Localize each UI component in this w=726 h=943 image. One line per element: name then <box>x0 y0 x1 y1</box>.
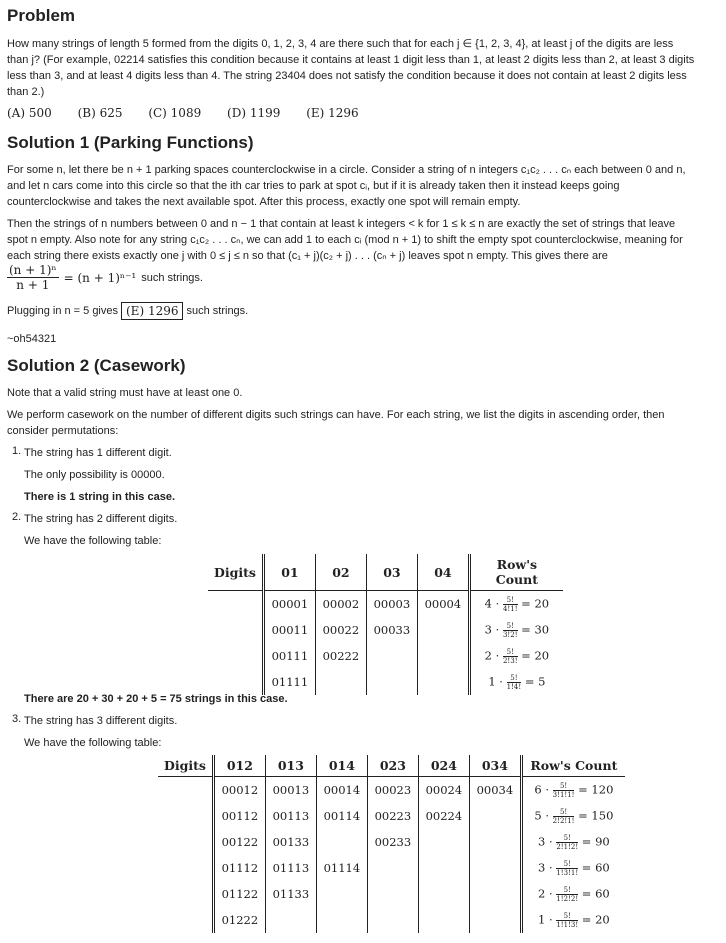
table-cell <box>316 881 367 907</box>
table-cell: 01112 <box>213 855 265 881</box>
table-cell: 00233 <box>367 829 418 855</box>
count-fraction <box>503 622 518 639</box>
case2-header-row <box>208 554 563 591</box>
plugging-pre: Plugging in n = 5 gives <box>7 305 118 317</box>
case2-header: 03 <box>366 554 417 591</box>
row-count <box>469 643 563 669</box>
row-count <box>521 803 625 829</box>
case2-header: Digits <box>208 554 263 591</box>
fraction-num: 5! <box>556 912 578 921</box>
table-cell <box>469 803 521 829</box>
row-count <box>521 881 625 907</box>
table-cell: 00022 <box>315 617 366 643</box>
count-fraction <box>556 886 578 903</box>
fraction-num: 5! <box>556 834 578 843</box>
case3-header: 024 <box>418 755 469 777</box>
plugging-line <box>7 302 248 320</box>
case1-title: The string has 1 different digit. <box>24 447 172 459</box>
case2-title: The string has 2 different digits. <box>24 513 178 525</box>
case3-number: 3. <box>12 713 22 725</box>
case3-header: 012 <box>213 755 265 777</box>
case3-header: Row's Count <box>521 755 625 777</box>
table-cell: 00224 <box>418 803 469 829</box>
row-count <box>469 617 563 643</box>
case3-header: 014 <box>316 755 367 777</box>
plugging-post: such strings. <box>186 305 249 317</box>
formula-fraction <box>7 263 203 292</box>
solution2-heading: Solution 2 (Casework) <box>7 356 186 375</box>
count-fraction <box>556 912 578 929</box>
fraction-den: 2!3! <box>502 656 518 665</box>
table-cell <box>158 855 213 881</box>
row-count <box>521 829 625 855</box>
table-cell: 00002 <box>315 591 366 618</box>
row-mult: 3 · <box>538 834 553 848</box>
table-cell <box>417 617 469 643</box>
solution1-author: ~oh54321 <box>7 333 57 345</box>
solution1-heading: Solution 1 (Parking Functions) <box>7 133 254 152</box>
solution2-intro-b: consider permutations: <box>7 425 119 437</box>
table-cell: 00113 <box>265 803 316 829</box>
table-cell: 01114 <box>316 855 367 881</box>
row-result: = 20 <box>521 596 550 610</box>
table-cell: 01111 <box>263 669 315 695</box>
row-mult: 2 · <box>538 886 553 900</box>
table-cell: 01113 <box>265 855 316 881</box>
table-row <box>208 591 563 618</box>
choice-e: (E) 1296 <box>306 106 359 120</box>
table-cell: 00222 <box>315 643 366 669</box>
row-mult: 5 · <box>534 808 550 822</box>
case3-header: 034 <box>469 755 521 777</box>
table-cell <box>418 855 469 881</box>
table-cell: 00033 <box>366 617 417 643</box>
row-mult: 6 · <box>534 782 550 796</box>
table-row <box>158 777 625 804</box>
table-cell <box>158 907 213 933</box>
row-result: = 60 <box>581 860 610 874</box>
fraction-den: 1!3!1! <box>556 868 579 877</box>
solution1-p1c: counterclockwise and takes the next available spot. After this process, exactly one spot will remain empty. <box>7 196 521 208</box>
problem-line-3: less than 3, and at least 4 digits less than 4. The string 23404 does not satisfy the condition because it does not contain at least 2 digits less <box>7 70 687 82</box>
fraction-num: 5! <box>503 596 518 605</box>
case1-summary: There is 1 string in this case. <box>24 491 175 503</box>
solution1-p1a: For some n, let there be n + 1 parking spaces counterclockwise in a circle. Consider a string of n integers c₁c₂ . . . cₙ each between 0 and n, <box>7 164 686 176</box>
table-cell <box>158 829 213 855</box>
choice-c: (C) 1089 <box>148 106 202 120</box>
table-row <box>208 617 563 643</box>
table-cell: 00023 <box>367 777 418 804</box>
table-cell <box>208 643 263 669</box>
count-fraction <box>503 596 518 613</box>
row-result: = 60 <box>581 886 610 900</box>
row-count <box>521 907 625 933</box>
table-cell: 00014 <box>316 777 367 804</box>
fraction-num: 5! <box>556 886 578 895</box>
row-result: = 30 <box>521 622 550 636</box>
choice-b: (B) 625 <box>77 106 123 120</box>
table-row <box>158 855 625 881</box>
problem-line-2: than j? (For example, 02214 satisfies this condition because it contains at least 1 digit less than 1, at least 2 digits less than 2, at least 3 digits <box>7 54 695 66</box>
row-mult: 2 · <box>484 648 500 662</box>
table-cell: 00024 <box>418 777 469 804</box>
case2-table <box>208 554 563 695</box>
table-cell: 00112 <box>213 803 265 829</box>
table-cell <box>367 881 418 907</box>
row-result: = 150 <box>578 808 614 822</box>
formula-denominator: n + 1 <box>16 278 50 292</box>
case3-header: 023 <box>367 755 418 777</box>
case2-header: 02 <box>315 554 366 591</box>
row-result: = 20 <box>521 648 550 662</box>
case2-summary: There are 20 + 30 + 20 + 5 = 75 strings in this case. <box>24 693 288 705</box>
fraction-num: 5! <box>556 860 578 869</box>
case2-table-intro: We have the following table: <box>24 535 162 547</box>
solution1-p2b: spot n empty. Also note for any string c₁c₂ . . . cₙ, we can add 1 to each cᵢ (mod n + 1) to shift the empty spot counterclockwise, meaning for <box>7 234 683 246</box>
count-fraction <box>553 782 575 799</box>
table-cell <box>417 643 469 669</box>
fraction-den: 2!1!2! <box>556 842 579 851</box>
table-cell <box>418 881 469 907</box>
solution1-p1b: and let n cars come into this circle so that the ith car tries to park at spot cᵢ, but if it is already taken then it instead keeps going <box>7 180 620 192</box>
table-cell: 00001 <box>263 591 315 618</box>
case3-table <box>158 755 625 933</box>
row-result: = 5 <box>524 674 546 688</box>
fraction-den: 3!2! <box>502 630 518 639</box>
count-fraction <box>556 860 578 877</box>
boxed-answer: (E) 1296 <box>121 302 183 320</box>
row-mult: 4 · <box>484 596 500 610</box>
fraction-den: 1!2!2! <box>556 894 579 903</box>
row-mult: 1 · <box>538 912 553 926</box>
solution2-intro-a: We perform casework on the number of different digits such strings can have. For each string, we list the digits in ascending order, then <box>7 409 665 421</box>
table-cell: 00111 <box>263 643 315 669</box>
row-result: = 120 <box>578 782 614 796</box>
case3-title: The string has 3 different digits. <box>24 715 178 727</box>
table-cell <box>158 803 213 829</box>
table-cell: 00034 <box>469 777 521 804</box>
table-cell <box>469 855 521 881</box>
row-mult: 3 · <box>538 860 553 874</box>
fraction-den: 3!1!1! <box>552 790 575 799</box>
table-cell <box>367 907 418 933</box>
case3-table-intro: We have the following table: <box>24 737 162 749</box>
choice-a: (A) 500 <box>7 106 52 120</box>
table-cell: 00011 <box>263 617 315 643</box>
table-cell: 01222 <box>213 907 265 933</box>
table-cell: 01133 <box>265 881 316 907</box>
table-cell <box>418 907 469 933</box>
row-result: = 20 <box>581 912 610 926</box>
case2-header: 01 <box>263 554 315 591</box>
table-row <box>158 803 625 829</box>
table-row <box>208 643 563 669</box>
table-cell <box>367 855 418 881</box>
formula-numerator: (n + 1)ⁿ <box>9 263 57 277</box>
fraction-num: 5! <box>503 648 518 657</box>
table-cell <box>316 829 367 855</box>
row-count <box>469 591 563 618</box>
fraction-num: 5! <box>503 622 518 631</box>
fraction-den: 4!1! <box>502 604 518 613</box>
fraction-num: 5! <box>553 782 575 791</box>
choice-d: (D) 1199 <box>227 106 281 120</box>
solution2-note: Note that a valid string must have at least one 0. <box>7 387 243 399</box>
fraction-den: 2!2!1! <box>552 816 575 825</box>
solution1-p2c: each string there exists exactly one j with 0 ≤ j ≤ n so that (c₁ + j)(c₂ + j) . . . (cₙ + j) leaves spot n empty. This gives there are <box>7 250 608 262</box>
fraction-den: 1!4! <box>506 682 522 691</box>
table-cell <box>469 881 521 907</box>
table-cell <box>158 777 213 804</box>
table-cell <box>469 829 521 855</box>
count-fraction <box>507 674 522 691</box>
table-cell: 00223 <box>367 803 418 829</box>
row-mult: 1 · <box>488 674 503 688</box>
problem-heading: Problem <box>7 6 76 25</box>
table-cell <box>158 881 213 907</box>
row-count <box>521 777 625 804</box>
table-cell <box>316 907 367 933</box>
table-row <box>158 881 625 907</box>
row-count <box>521 855 625 881</box>
case3-header-row <box>158 755 625 777</box>
row-result: = 90 <box>581 834 610 848</box>
answer-choices <box>7 106 359 120</box>
case2-number: 2. <box>12 511 22 523</box>
fraction-den: 1!1!3! <box>556 920 579 929</box>
table-cell <box>208 591 263 618</box>
problem-line-4: than 2.) <box>7 86 45 98</box>
table-cell <box>418 829 469 855</box>
table-cell: 00114 <box>316 803 367 829</box>
table-cell: 00013 <box>265 777 316 804</box>
case1-number: 1. <box>12 445 22 457</box>
table-row <box>158 829 625 855</box>
fraction-num: 5! <box>507 674 522 683</box>
table-row <box>158 907 625 933</box>
table-cell <box>265 907 316 933</box>
table-cell: 00122 <box>213 829 265 855</box>
count-fraction <box>553 808 575 825</box>
table-cell: 00004 <box>417 591 469 618</box>
problem-line-1: How many strings of length 5 formed from the digits 0, 1, 2, 3, 4 are there such that for each j ∈ {1, 2, 3, 4}, at least j of the digits are less <box>7 38 674 50</box>
count-fraction <box>556 834 578 851</box>
table-cell <box>366 643 417 669</box>
table-cell <box>208 617 263 643</box>
case1-line: The only possibility is 00000. <box>24 469 165 481</box>
table-cell: 00012 <box>213 777 265 804</box>
table-cell: 00133 <box>265 829 316 855</box>
row-mult: 3 · <box>484 622 500 636</box>
table-cell: 00003 <box>366 591 417 618</box>
fraction-num: 5! <box>553 808 575 817</box>
formula-rest: = (n + 1)ⁿ⁻¹ <box>63 270 137 285</box>
case3-header: Digits <box>158 755 213 777</box>
case2-header: Row's Count <box>469 554 563 591</box>
formula-tail: such strings. <box>141 271 203 284</box>
table-cell: 01122 <box>213 881 265 907</box>
case2-header: 04 <box>417 554 469 591</box>
solution1-p2a: Then the strings of n numbers between 0 and n − 1 that contain at least k integers < k for 1 ≤ k ≤ n are exactly the set of strings that leave <box>7 218 676 230</box>
table-cell <box>469 907 521 933</box>
count-fraction <box>503 648 518 665</box>
case3-header: 013 <box>265 755 316 777</box>
